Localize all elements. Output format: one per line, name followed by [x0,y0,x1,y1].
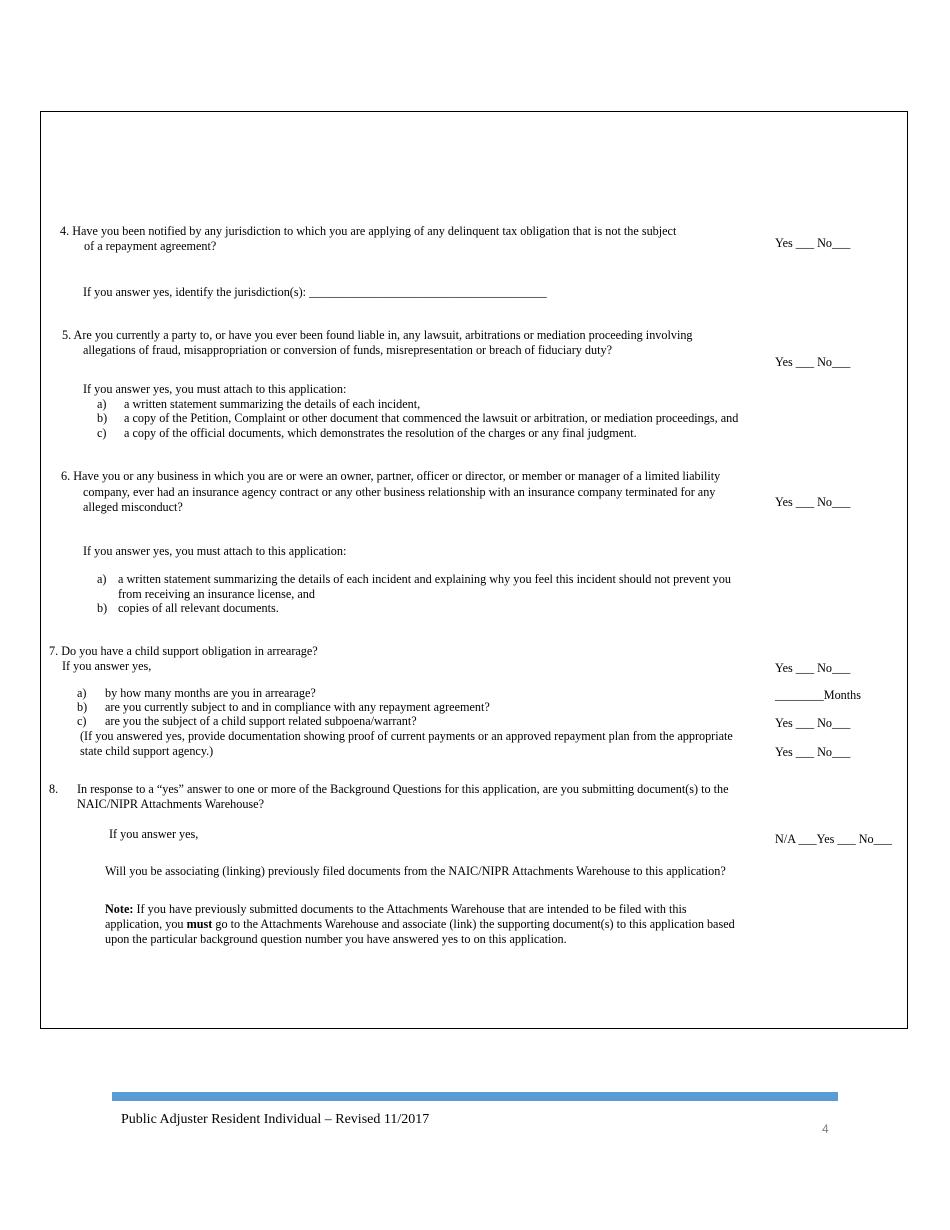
q7-item-a: by how many months are you in arrearage? [105,686,316,700]
footer-bar [112,1092,838,1101]
q6-text-line1: 6. Have you or any business in which you are or were an owner, partner, officer or director, or member or manager of a limited liability [61,469,721,483]
q7-item-b-letter: b) [77,700,88,714]
q7-text-line1: 7. Do you have a child support obligation in arrearage? [49,644,318,658]
q7-text-line2: If you answer yes, [62,659,152,673]
q8-note-line2 [105,917,735,932]
q8-note-line2-pre: application, you [105,917,187,931]
page-number: 4 [822,1122,829,1136]
q6-item-b: copies of all relevant documents. [118,601,279,615]
q8-note-line1-text: If you have previously submitted documents to the Attachments Warehouse that are intended to be filed with this [133,902,687,916]
q6-answer[interactable]: Yes ___ No___ [775,495,851,509]
q7-note-line2: state child support agency.) [80,744,214,758]
q7-answer[interactable]: Yes ___ No___ [775,661,851,675]
q5-answer[interactable]: Yes ___ No___ [775,355,851,369]
q8-note-line1 [105,902,687,917]
q5-item-a-letter: a) [97,397,107,411]
q5-text-line1: 5. Are you currently a party to, or have you ever been found liable in, any lawsuit, arbitrations or mediation proceeding involving [62,328,693,342]
q6-item-a-letter: a) [97,572,107,586]
q7-answer-c[interactable]: Yes ___ No___ [775,745,851,759]
q6-attach-intro: If you answer yes, you must attach to this application: [83,544,347,558]
q8-linking-question: Will you be associating (linking) previously filed documents from the NAIC/NIPR Attachments Warehouse to this application? [105,864,726,878]
q7-item-b: are you currently subject to and in compliance with any repayment agreement? [105,700,490,714]
q4-text-line1: 4. Have you been notified by any jurisdiction to which you are applying of any delinquent tax obligation that is not the subject [60,224,677,238]
q4-answer[interactable]: Yes ___ No___ [775,236,851,250]
footer-text: Public Adjuster Resident Individual – Revised 11/2017 [121,1112,430,1127]
q5-item-b: a copy of the Petition, Complaint or other document that commenced the lawsuit or arbitration, or mediation proceedings, and [124,411,739,425]
q8-number: 8. [49,782,59,796]
q4-text-line2: of a repayment agreement? [84,239,217,253]
q7-note-line1: (If you answered yes, provide documentation showing proof of current payments or an approved repayment plan from the appropriate [80,729,733,743]
q7-item-c-letter: c) [77,714,87,728]
q7-months-answer[interactable]: ________Months [775,688,861,702]
q8-note-line3: upon the particular background question number you have answered yes to on this application. [105,932,567,946]
q7-item-c: are you the subject of a child support related subpoena/warrant? [105,714,417,728]
q6-text-line2: company, ever had an insurance agency contract or any other business relationship with an insurance company terminated for any [83,485,716,499]
q5-item-b-letter: b) [97,411,108,425]
q8-if-yes: If you answer yes, [109,827,199,841]
q6-item-b-letter: b) [97,601,108,615]
q8-text-line2: NAIC/NIPR Attachments Warehouse? [77,797,264,811]
q4-followup[interactable]: If you answer yes, identify the jurisdiction(s): _______________________________________ [83,285,547,299]
q6-item-a-line2: from receiving an insurance license, and [118,587,315,601]
q8-note-label: Note: [105,902,134,916]
q8-text-line1: In response to a “yes” answer to one or more of the Background Questions for this application, are you submitting document(s) to the [77,782,729,796]
q5-item-c: a copy of the official documents, which demonstrates the resolution of the charges or any final judgment. [124,426,637,440]
q8-note-must: must [186,917,213,931]
q6-item-a-line1: a written statement summarizing the details of each incident and explaining why you feel this incident should not prevent you [118,572,731,586]
q5-item-c-letter: c) [97,426,107,440]
q7-item-a-letter: a) [77,686,87,700]
q6-text-line3: alleged misconduct? [83,500,183,514]
q8-answer[interactable]: N/A ___Yes ___ No___ [775,832,892,846]
q5-item-a: a written statement summarizing the details of each incident, [124,397,421,411]
q5-attach-intro: If you answer yes, you must attach to this application: [83,382,347,396]
q7-answer-b[interactable]: Yes ___ No___ [775,716,851,730]
q8-note-line2-post: go to the Attachments Warehouse and associate (link) the supporting document(s) to this application based [212,917,735,931]
q5-text-line2: allegations of fraud, misappropriation or conversion of funds, misrepresentation or breach of fiduciary duty? [83,343,612,357]
